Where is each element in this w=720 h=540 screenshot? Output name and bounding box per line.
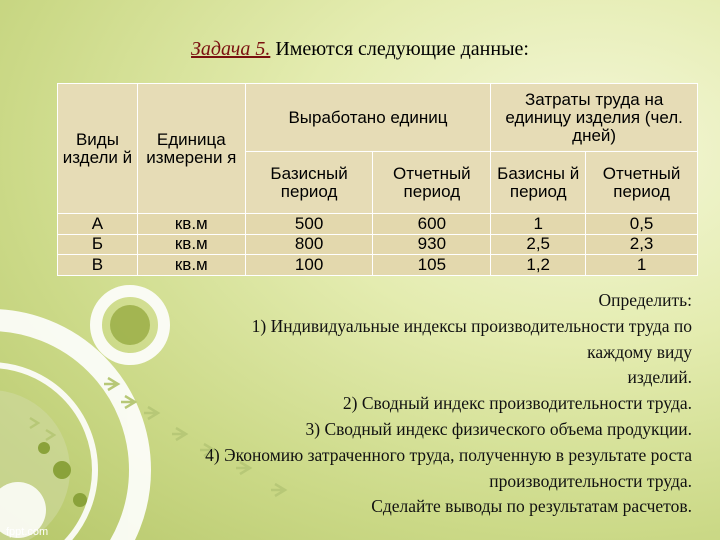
header-unit: Единица измерени я xyxy=(137,84,245,214)
slide-title xyxy=(0,38,720,61)
cell-labor-base: 1 xyxy=(491,214,586,235)
cell-unit: кв.м xyxy=(137,255,245,276)
question-line: производительности труда. xyxy=(489,470,692,491)
table-row xyxy=(58,234,698,255)
cell-unit: кв.м xyxy=(137,214,245,235)
question-line: 2) Сводный индекс производительности труда. xyxy=(342,393,692,414)
assignment-text xyxy=(52,288,692,520)
question-line: 1) Индивидуальные индексы производительности труда по xyxy=(251,315,692,336)
decor-dot-2 xyxy=(38,442,50,454)
header-labor-base: Базисны й период xyxy=(491,152,586,214)
header-labor-cost: Затраты труда на единицу изделия (чел. дней) xyxy=(491,84,698,152)
question-line: 4) Экономию затраченного труда, полученную в результате роста xyxy=(205,444,692,465)
cell-labor-base: 2,5 xyxy=(491,234,586,255)
cell-labor-report: 2,3 xyxy=(586,234,698,255)
task-label: Задача 5. xyxy=(191,38,271,60)
question-line: Определить: xyxy=(598,290,692,310)
cell-product: А xyxy=(58,214,138,235)
header-output-report: Отчетный период xyxy=(373,152,491,214)
cell-labor-base: 1,2 xyxy=(491,255,586,276)
question-line: изделий. xyxy=(627,367,692,388)
cell-product: В xyxy=(58,255,138,276)
cell-labor-report: 0,5 xyxy=(586,214,698,235)
cell-labor-report: 1 xyxy=(586,255,698,276)
cell-output-report: 600 xyxy=(373,214,491,235)
cell-output-base: 500 xyxy=(245,214,373,235)
table-row xyxy=(58,255,698,276)
title-text: Имеются следующие данные: xyxy=(270,38,529,60)
cell-output-base: 800 xyxy=(245,234,373,255)
header-labor-report: Отчетный период xyxy=(586,152,698,214)
cell-unit: кв.м xyxy=(137,234,245,255)
watermark: fppt.com xyxy=(6,526,49,538)
question-line: Сделайте выводы по результатам расчетов. xyxy=(371,496,692,517)
question-line: каждому виду xyxy=(587,341,692,362)
question-line: 3) Сводный индекс физического объема продукции. xyxy=(305,418,692,439)
cell-output-report: 105 xyxy=(373,255,491,276)
table-row xyxy=(58,214,698,235)
production-data-table xyxy=(57,83,698,276)
header-output: Выработано единиц xyxy=(245,84,491,152)
cell-output-base: 100 xyxy=(245,255,373,276)
header-product-type: Виды издели й xyxy=(58,84,138,214)
cell-output-report: 930 xyxy=(373,234,491,255)
header-output-base: Базисный период xyxy=(245,152,373,214)
cell-product: Б xyxy=(58,234,138,255)
